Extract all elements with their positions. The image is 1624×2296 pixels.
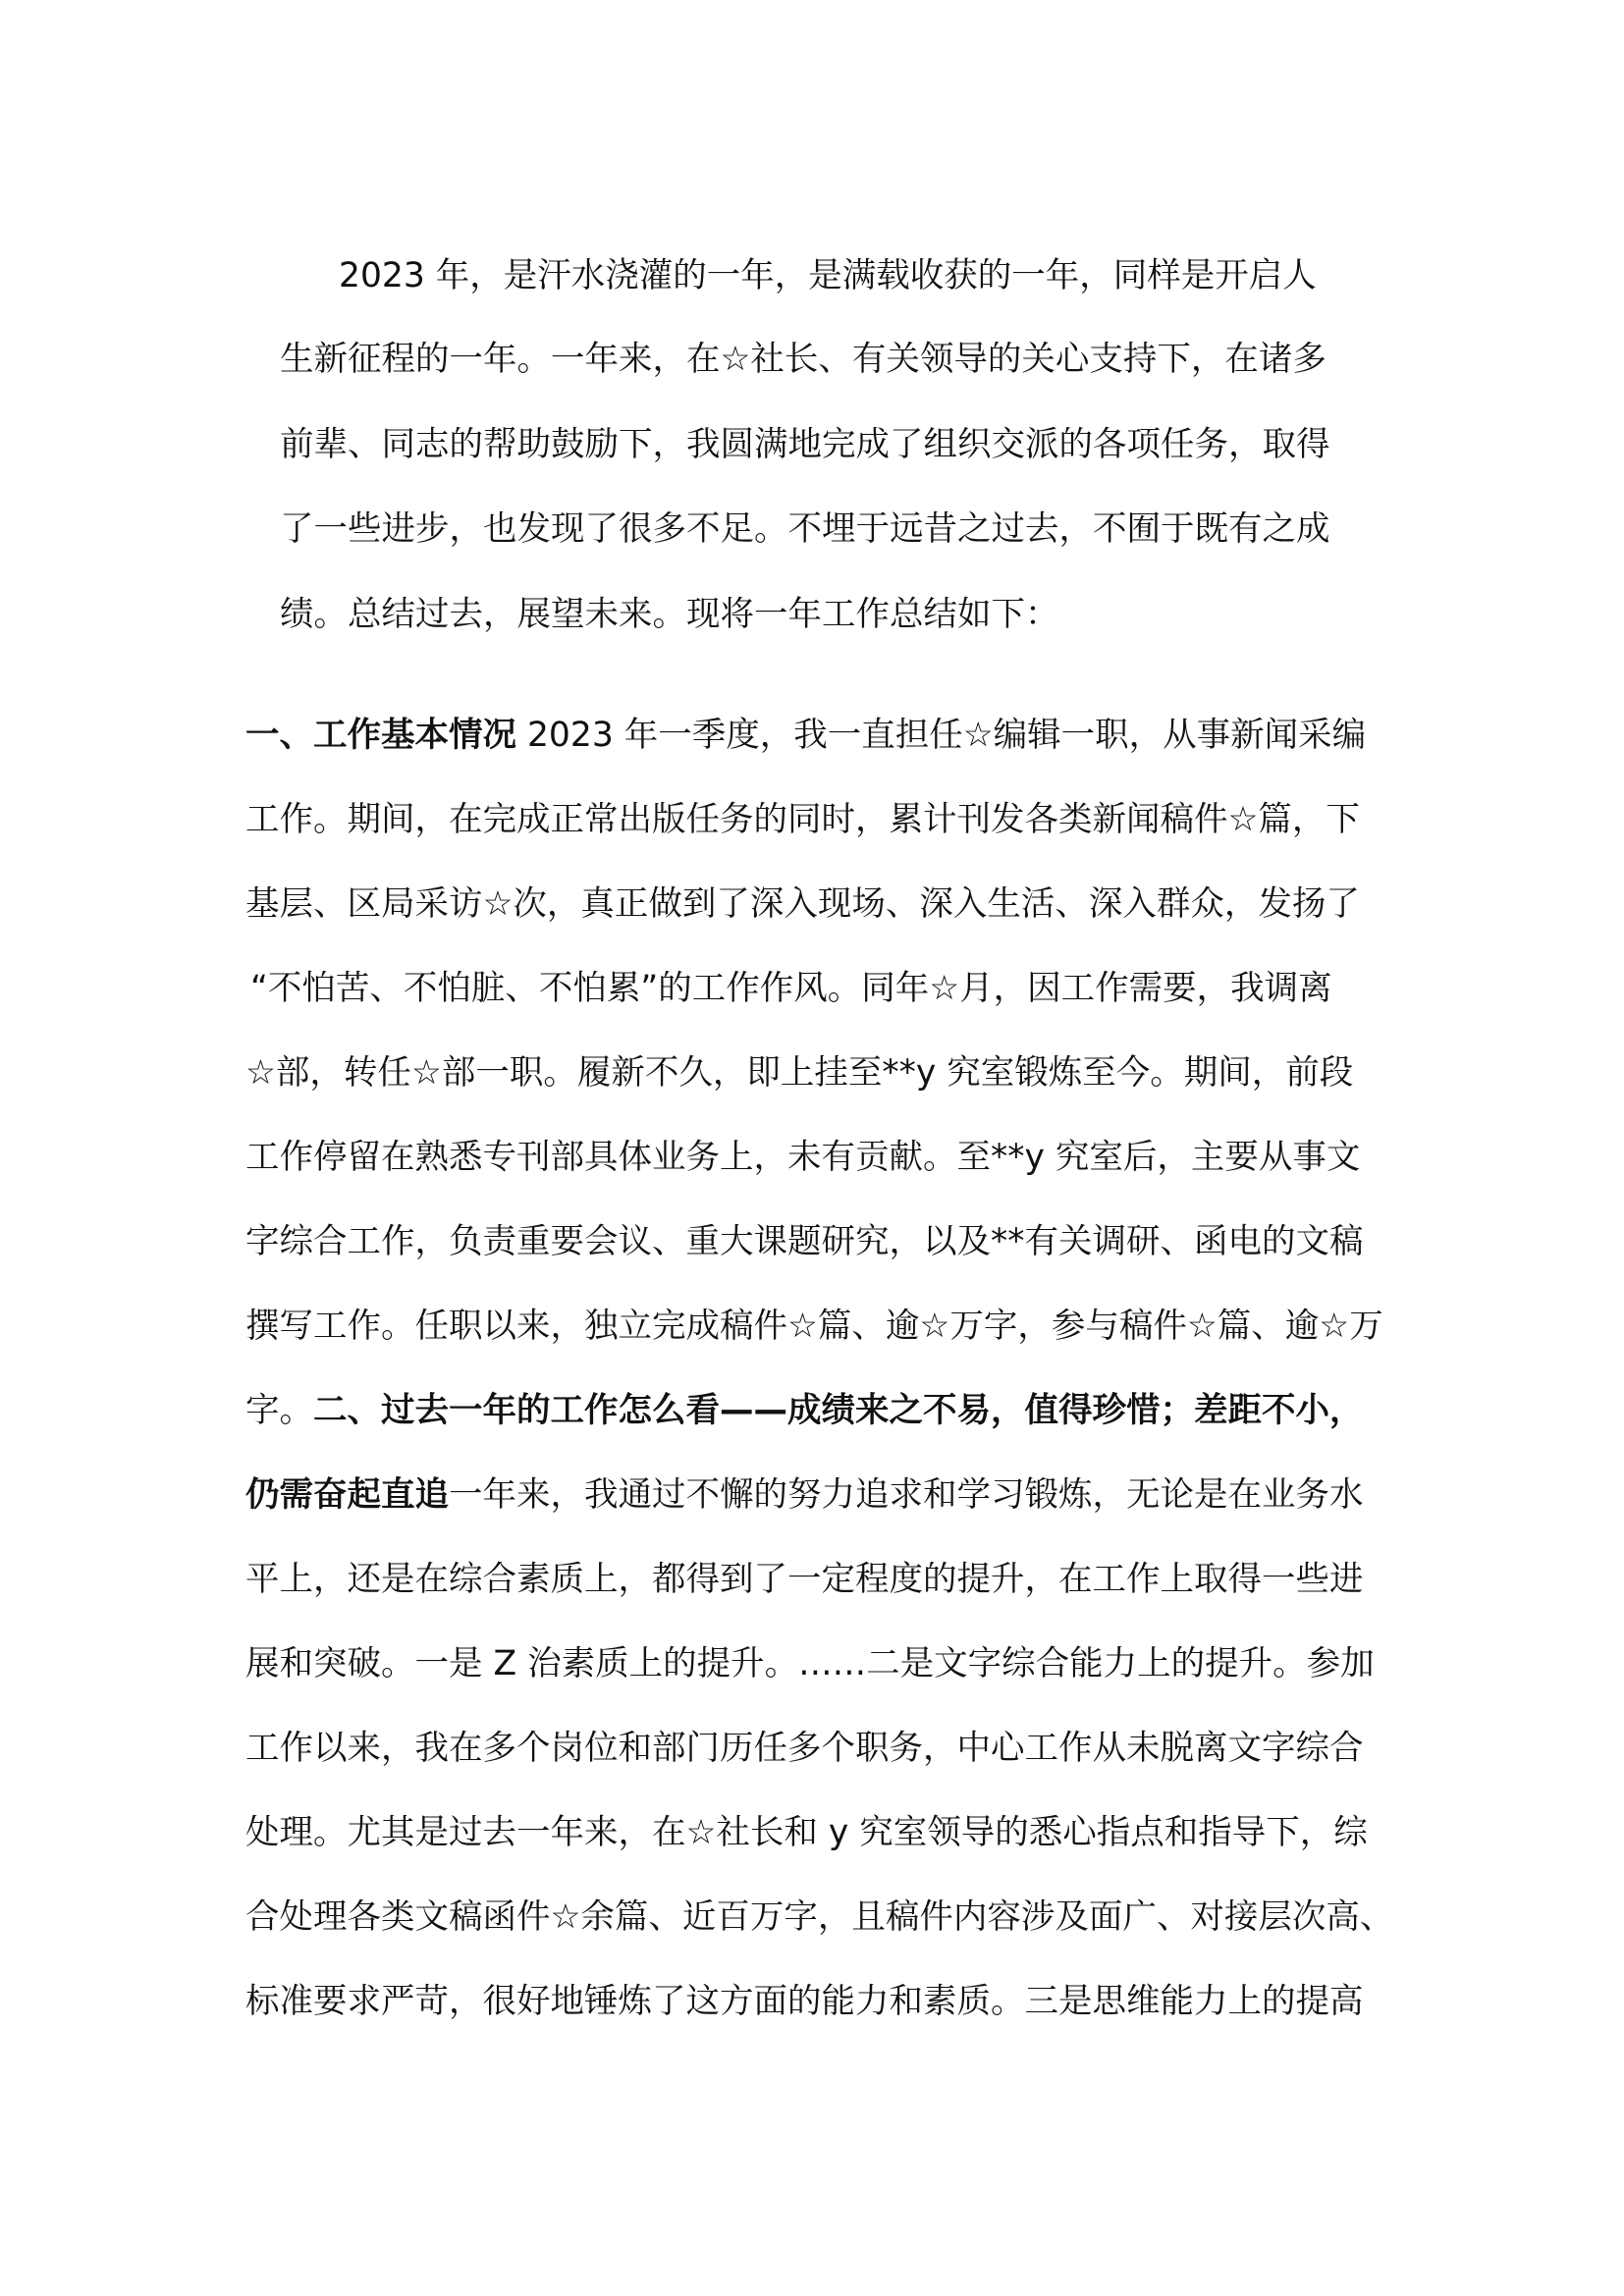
body-line: 撰写工作。任职以来，独立完成稿件☆篇、逾☆万字，参与稿件☆篇、逾☆万: [245, 1307, 1383, 1346]
body-line: 基层、区局采访☆次，真正做到了深入现场、深入生活、深入群众，发扬了: [245, 884, 1360, 924]
section-2-heading-cont: 仍需奋起直追: [245, 1475, 449, 1515]
body-line: 工作以来，我在多个岗位和部门历任多个职务，中心工作从未脱离文字综合: [245, 1729, 1364, 1768]
body-line: ☆部，转任☆部一职。履新不久，即上挂至**y 究室锻炼至今。期间，前段: [245, 1053, 1354, 1093]
section-1-end: 字。: [245, 1391, 313, 1430]
intro-line: 2023 年，是汗水浇灌的一年，是满载收获的一年，同样是开启人: [339, 256, 1317, 295]
body-line: 处理。尤其是过去一年来，在☆社长和 y 究室领导的悉心指点和指导下，综: [245, 1813, 1368, 1852]
section-2-heading: 二、过去一年的工作怎么看——成绩来之不易，值得珍惜；差距不小，: [313, 1391, 1364, 1430]
body-line: 平上，还是在综合素质上，都得到了一定程度的提升，在工作上取得一些进: [245, 1560, 1364, 1599]
section-2-heading-line: [245, 1389, 1364, 1432]
intro-line: 了一些进步，也发现了很多不足。不埋于远昔之过去，不囿于既有之成: [280, 509, 1330, 549]
body-line: 标准要求严苛，很好地锤炼了这方面的能力和素质。三是思维能力上的提高: [245, 1982, 1364, 2021]
intro-line: 生新征程的一年。一年来，在☆社长、有关领导的关心支持下，在诸多: [280, 340, 1326, 379]
body-line: 字综合工作，负责重要会议、重大课题研究，以及**有关调研、函电的文稿: [245, 1222, 1364, 1261]
body-line: 工作停留在熟悉专刊部具体业务上，未有贡献。至**y 究室后，主要从事文: [245, 1138, 1361, 1177]
intro-line: 绩。总结过去，展望未来。现将一年工作总结如下：: [280, 595, 1059, 634]
section-2-first-line: [245, 1473, 1364, 1517]
body-line: 合处理各类文稿函件☆余篇、近百万字，且稿件内容涉及面广、对接层次高、: [245, 1897, 1394, 1937]
body-line: 展和突破。一是 Z 治素质上的提升。……二是文字综合能力上的提升。参加: [245, 1644, 1375, 1683]
section-1-first-line: [245, 714, 1366, 757]
section-1-text: 2023 年一季度，我一直担任☆编辑一职，从事新闻采编: [516, 716, 1367, 755]
section-2-text: 一年来，我通过不懈的努力追求和学习锻炼，无论是在业务水: [449, 1475, 1364, 1515]
body-line: 工作。期间，在完成正常出版任务的同时，累计刊发各类新闻稿件☆篇，下: [245, 800, 1360, 839]
body-line: “不怕苦、不怕脏、不怕累”的工作作风。同年☆月，因工作需要，我调离: [250, 969, 1332, 1008]
intro-line: 前辈、同志的帮助鼓励下，我圆满地完成了组织交派的各项任务，取得: [280, 425, 1330, 464]
section-1-heading: 一、工作基本情况: [245, 716, 516, 755]
